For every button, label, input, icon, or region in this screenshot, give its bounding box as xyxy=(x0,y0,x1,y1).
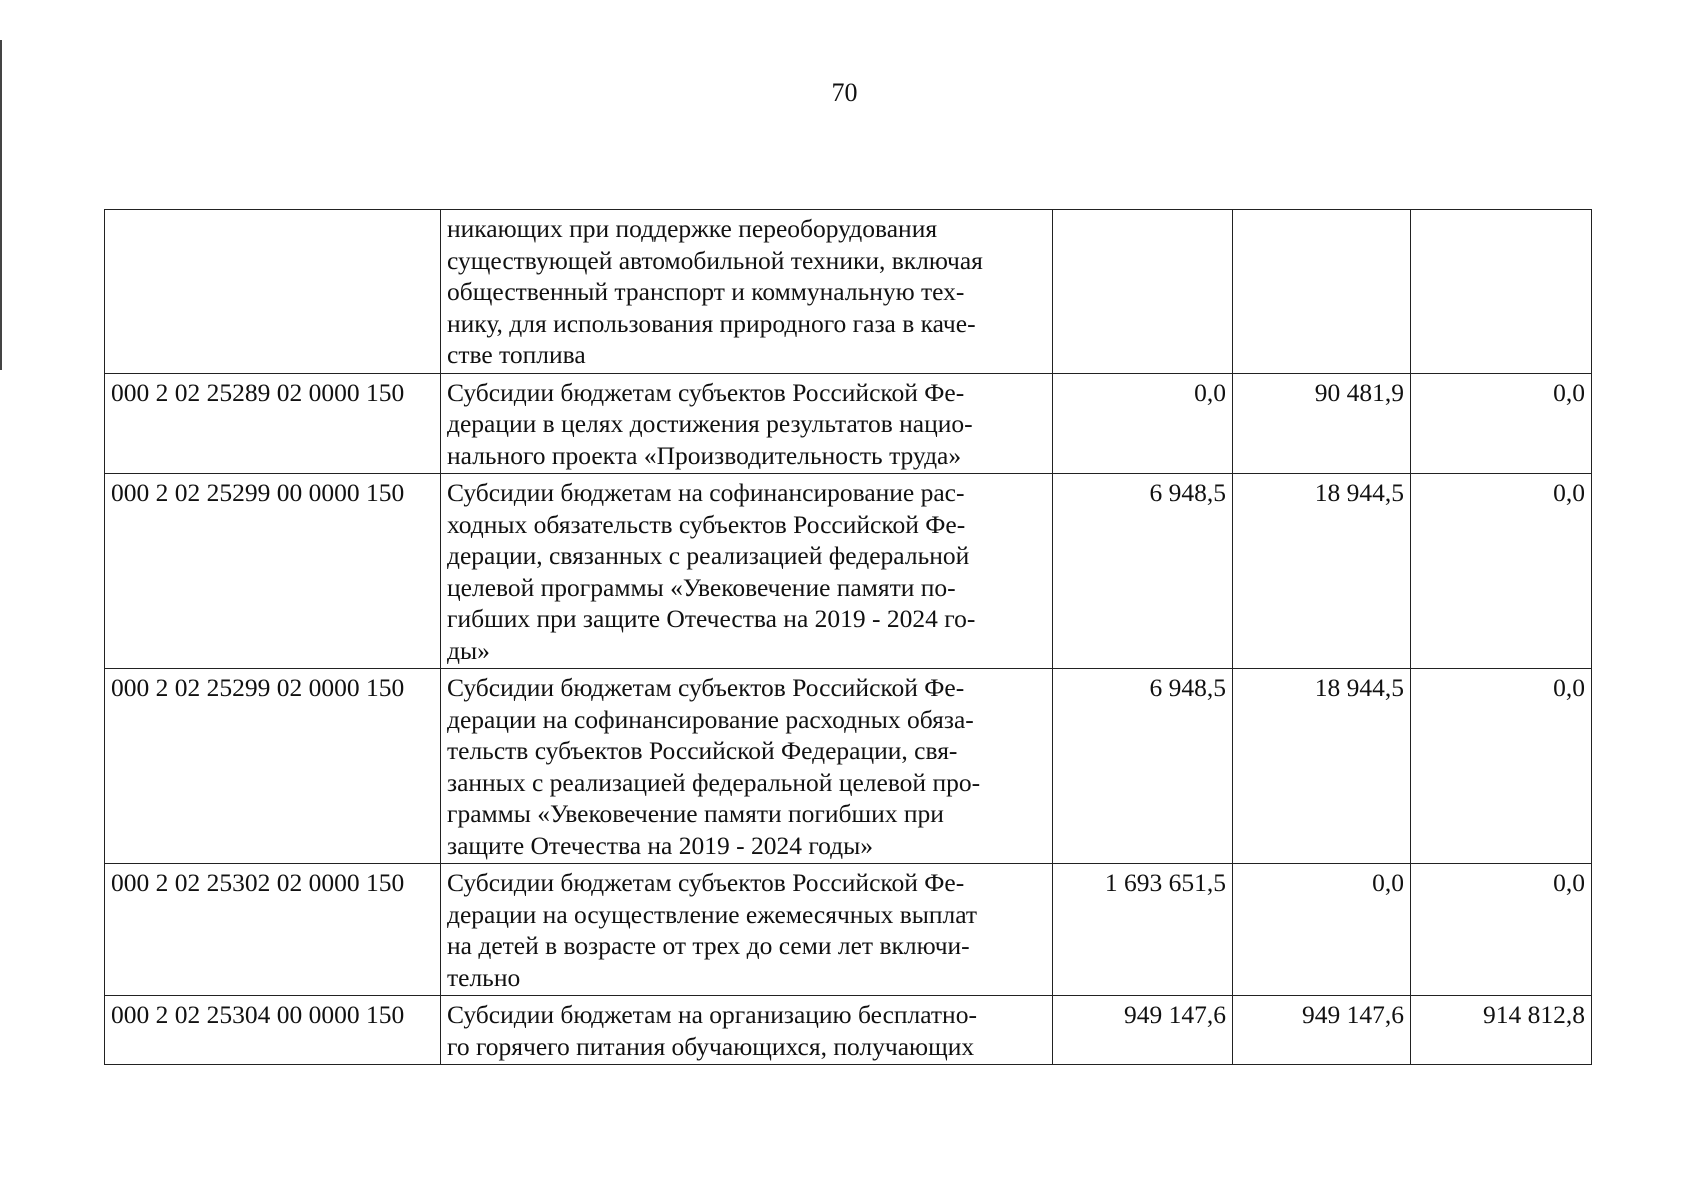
amount-cell-3: 914 812,8 xyxy=(1411,996,1592,1065)
description-line: го горячего питания обучающихся, получающих xyxy=(447,1031,975,1061)
code-cell: 000 2 02 25304 00 0000 150 xyxy=(105,996,441,1065)
description-line: Субсидии бюджетам на софинансирование рас- xyxy=(447,478,965,507)
amount-cell-2: 90 481,9 xyxy=(1233,373,1411,474)
amount-cell-3: 0,0 xyxy=(1411,669,1592,864)
table-row xyxy=(105,474,1592,669)
amount-cell-1: 0,0 xyxy=(1053,373,1233,474)
code-cell: 000 2 02 25299 00 0000 150 xyxy=(105,474,441,669)
amount-cell-3: 0,0 xyxy=(1411,864,1592,996)
description-line: нику, для использования природного газа в каче- xyxy=(447,308,976,338)
code-cell: 000 2 02 25299 02 0000 150 xyxy=(105,669,441,864)
description-line: ходных обязательств субъектов Российской Фе- xyxy=(447,509,966,539)
description-line: занных с реализацией федеральной целевой про- xyxy=(447,767,981,797)
amount-cell-2: 949 147,6 xyxy=(1233,996,1411,1065)
table-row xyxy=(105,210,1592,374)
description-line: на детей в возрасте от трех до семи лет включи- xyxy=(447,931,970,960)
description-line: граммы «Увековечение памяти погибших при xyxy=(447,799,944,828)
description-line: Субсидии бюджетам субъектов Российской Фе- xyxy=(447,868,965,897)
description-line: Субсидии бюджетам субъектов Российской Фе- xyxy=(447,377,965,407)
code-cell: 000 2 02 25289 02 0000 150 xyxy=(105,373,441,474)
description-line: дерации, связанных с реализацией федеральной xyxy=(447,541,970,570)
description-line: дерации на осуществление ежемесячных выплат xyxy=(447,899,978,929)
description-line: существующей автомобильной техники, включая xyxy=(447,245,983,275)
amount-cell-1: 1 693 651,5 xyxy=(1053,864,1233,996)
description-cell xyxy=(441,474,1053,669)
amount-cell-2: 18 944,5 xyxy=(1233,669,1411,864)
amount-cell-3 xyxy=(1411,210,1592,374)
description-cell xyxy=(441,210,1053,374)
description-line: общественный транспорт и коммунальную тех- xyxy=(447,277,965,306)
description-line: стве топлива xyxy=(447,340,586,369)
budget-table xyxy=(104,209,1592,1065)
code-cell: 000 2 02 25302 02 0000 150 xyxy=(105,864,441,996)
description-line: тельно xyxy=(447,962,521,992)
code-cell xyxy=(105,210,441,374)
description-line: защите Отечества на 2019 - 2024 годы» xyxy=(447,830,874,860)
amount-cell-1: 6 948,5 xyxy=(1053,669,1233,864)
amount-cell-3: 0,0 xyxy=(1411,373,1592,474)
amount-cell-3: 0,0 xyxy=(1411,474,1592,669)
description-line: никающих при поддержке переоборудования xyxy=(447,214,938,243)
description-line: Субсидии бюджетам на организацию бесплатно- xyxy=(447,1000,977,1029)
description-line: дерации в целях достижения результатов нацио- xyxy=(447,409,973,438)
description-line: целевой программы «Увековечение памяти по- xyxy=(447,572,956,602)
description-line: нального проекта «Производительность труда» xyxy=(447,440,962,470)
amount-cell-2 xyxy=(1233,210,1411,374)
description-cell xyxy=(441,996,1053,1065)
description-cell xyxy=(441,373,1053,474)
table-row xyxy=(105,864,1592,996)
description-line: тельств субъектов Российской Федерации, свя- xyxy=(447,736,958,765)
description-line: гибших при защите Отечества на 2019 - 2024 го- xyxy=(447,604,976,633)
amount-cell-2: 0,0 xyxy=(1233,864,1411,996)
amount-cell-2: 18 944,5 xyxy=(1233,474,1411,669)
amount-cell-1: 949 147,6 xyxy=(1053,996,1233,1065)
description-line: дерации на софинансирование расходных обяза- xyxy=(447,704,974,734)
description-cell xyxy=(441,864,1053,996)
page-number: 70 xyxy=(831,78,858,107)
amount-cell-1: 6 948,5 xyxy=(1053,474,1233,669)
description-line: Субсидии бюджетам субъектов Российской Фе- xyxy=(447,673,965,702)
table-row xyxy=(105,373,1592,474)
amount-cell-1 xyxy=(1053,210,1233,374)
table-row xyxy=(105,669,1592,864)
description-line: ды» xyxy=(447,635,490,665)
description-cell xyxy=(441,669,1053,864)
table-row xyxy=(105,996,1592,1065)
